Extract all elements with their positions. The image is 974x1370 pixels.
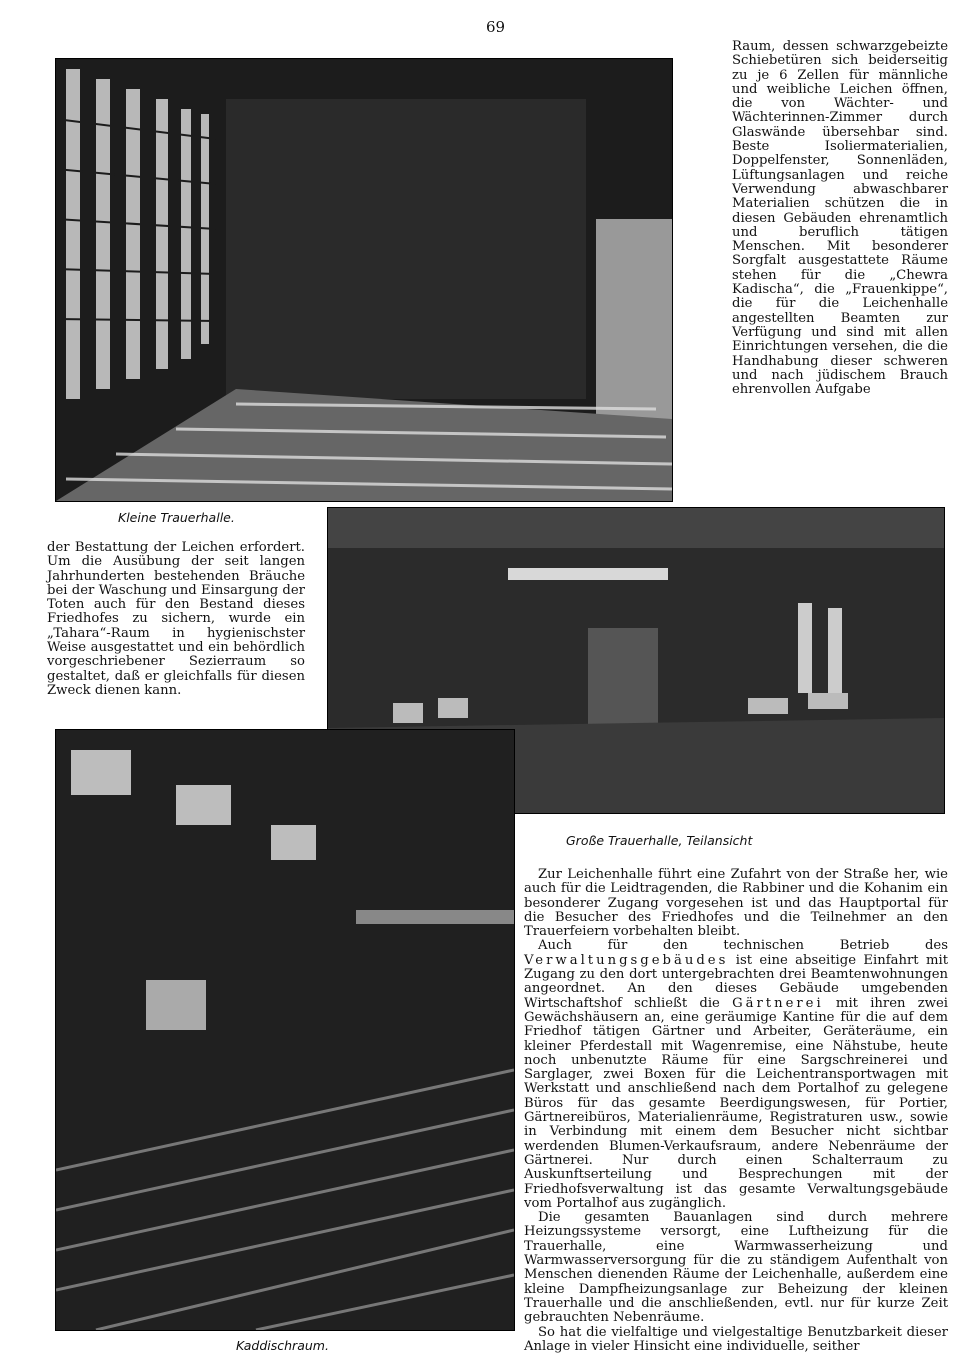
hall-interior-image — [56, 59, 672, 501]
text-top-right: Raum, dessen schwarzgebeizte Schiebetüren sich beiderseitig zu je 6 Zellen für männliche und weibliche Leichen öffnen, die von Wächter- und Wächterinnen-Zimmer durch Glaswände übersehbar sind. Beste Isoliermaterialien, Doppelfenster, Sonnenläden, Lüftungsanlagen und reiche Verwendung abwaschbarer Materialien schützen die in diesen Gebäuden ehrenamtlich und beruflich tätigen Menschen. Mit besonderer Sorgfalt ausgestattete Räume stehen für die „Chewra Kadischa“, die „Frauenkippe“, die für die Leichenhalle angestellten Beamten zur Verfügung und sind mit allen Einrichtungen versehen, die die Handhabung dieser schweren und nach jüdischem Brauch ehrenvollen Aufgabe — [732, 39, 948, 398]
caption-kleine-trauerhalle: Kleine Trauerhalle. — [118, 510, 235, 525]
paragraph: Die gesamten Bauanlagen sind durch mehrere Heizungssysteme versorgt, eine Luftheizung für die Trauerhalle, eine Warmwasserheizung und Warmwasserversorgung für die zu ständigem Aufenthalt von Menschen dienenden Räume der Leichenhalle, außerdem eine kleine Dampfheizungsanlage zur Beheizung der kleinen Trauerhalle und die anschließenden, evtl. nur für kurze Zeit gebrauchten Nebenräume. — [524, 1210, 948, 1326]
text-mid-left: der Bestattung der Leichen erfordert. Um die Ausübung der seit langen Jahrhunderten bestehenden Bräuche bei der Waschung und Einsargung der Toten auch für den Bestand dieses Friedhofes zu sichern, wurde ein „Tahara“-Raum in hygienischster Weise ausgestattet und ein behördlich vorgeschriebener Sezierraum so gestaltet, daß er gleichfalls für diesen Zweck dienen kann. — [47, 540, 305, 698]
text-span: ist eine abseitige Einfahrt mit Zugang zu den dort untergebrachten drei Beamtenwohnungen angeordnet. An den dieses Gebäude umgebenden Wirtschaftshof schließt die — [524, 952, 948, 1011]
paragraph: Zur Leichenhalle führt eine Zufahrt von der Straße her, wie auch für die Leidtragenden, die Rabbiner und die Kohanim ein besonderer Zugang vorgesehen ist und das Hauptportal für die Besucher des Friedhofes und die Teilnehmer an den Trauerfeiern vorbehalten bleibt. — [524, 867, 948, 940]
page-number: 69 — [486, 18, 506, 36]
spaced-term: Verwaltungsgebäudes — [524, 952, 729, 968]
photo-kaddischraum — [55, 729, 515, 1331]
text-span: mit ihren zwei Gewächshäusern an, eine geräumige Kantine für die auf dem Friedhof tätigen Gärtner und Arbeiter, Geräteräume, ein kleiner Pferdestall mit Wagenremise, eine Nähstube, heute noch unbenutzte Räume für eine Sargschreinerei und Sarglager, zwei Boxen für die Leichentransportwagen mit Werkstatt und anschließend nach dem Portalhof zu gelegene Büros für das gesamte Beerdigungswesen, für Portier, Gärtnereibüros, Materialienräume, Registraturen usw., sowie in Verbindung mit einem dem Besucher nicht sichtbar werdenden Blumen-Verkaufsraum, andere Nebenräume der Gärtnerei. Nur durch einen Schalterraum zu Auskunftserteilung und Besprechungen mit der Friedhofsverwaltung ist das gesamte Verwaltungsgebäude vom Portalhof aus zugänglich. — [524, 995, 948, 1211]
kaddisch-room-image — [56, 730, 514, 1330]
paragraph: So hat die vielfaltige und vielgestaltige Benutzbarkeit dieser Anlage in vieler Hinsicht eine individuelle, seither — [524, 1324, 948, 1354]
caption-grosse-trauerhalle: Große Trauerhalle, Teilansicht — [566, 833, 753, 848]
text-span: Auch für den technischen Betrieb des — [538, 938, 948, 954]
text-bottom-right — [524, 868, 948, 1354]
spaced-term: Gärtnerei — [732, 995, 824, 1011]
caption-kaddischraum: Kaddischraum. — [236, 1338, 329, 1353]
photo-kleine-trauerhalle — [55, 58, 673, 502]
paragraph — [524, 939, 948, 1211]
